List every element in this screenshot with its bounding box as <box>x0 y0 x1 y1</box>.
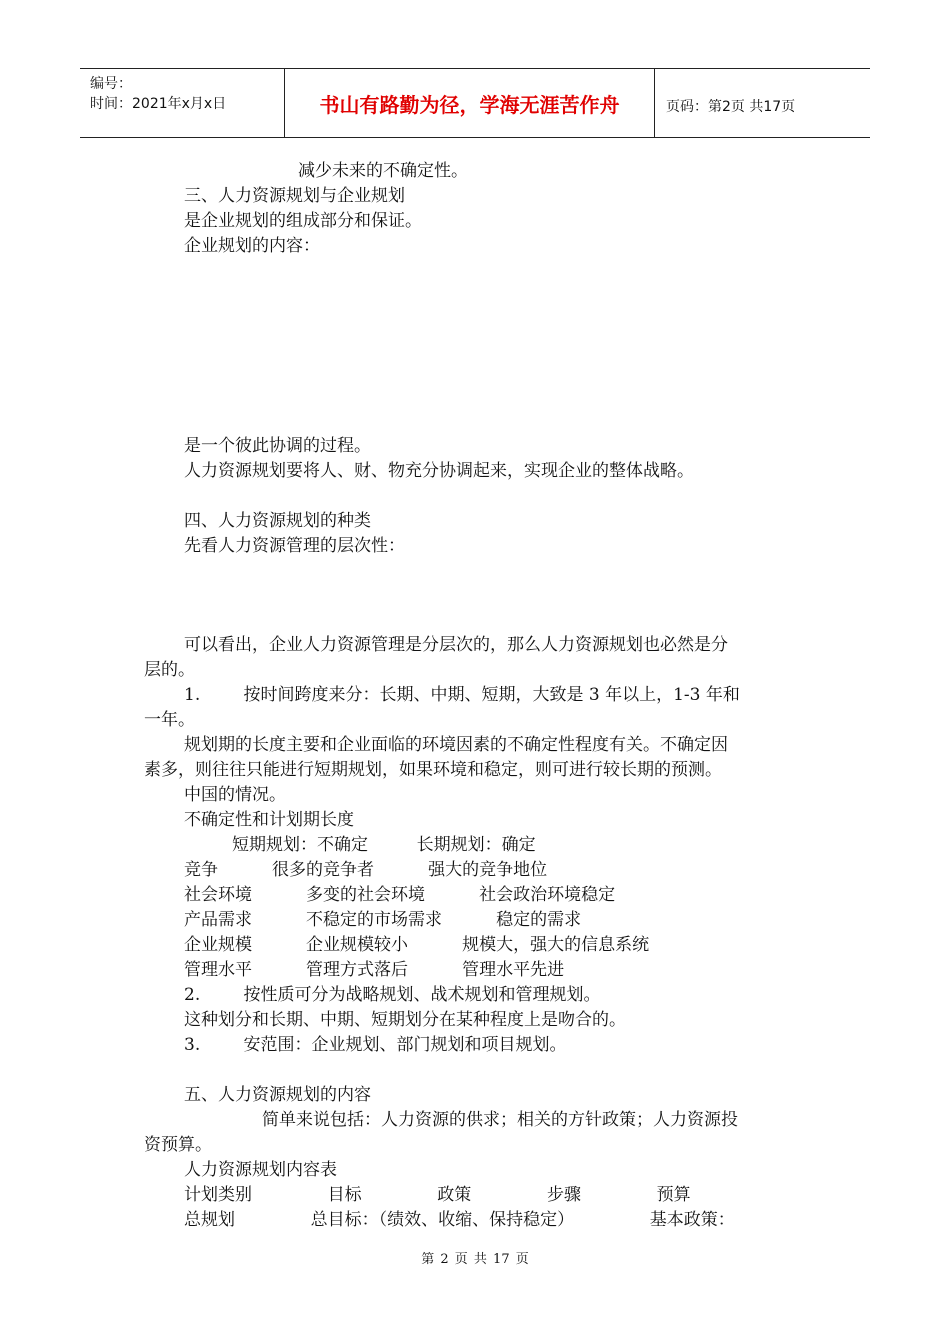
table-row: 竞争 很多的竞争者 强大的竞争地位 <box>184 860 548 880</box>
table-header-row: 计划类别 目标 政策 步骤 预算 <box>184 1185 691 1205</box>
text-line: 2. 按性质可分为战略规划、战术规划和管理规划。 <box>184 985 601 1005</box>
text-line: 减少未来的不确定性。 <box>298 161 468 181</box>
table-row: 社会环境 多变的社会环境 社会政治环境稳定 <box>184 885 616 905</box>
header-motto: 书山有路勤为径，学海无涯苦作舟 <box>285 69 655 137</box>
text-line: 企业规划的内容： <box>184 236 320 256</box>
text-line: 是企业规划的组成部分和保证。 <box>184 211 422 231</box>
text-line: 资预算。 <box>144 1135 212 1155</box>
table-row: 产品需求 不稳定的市场需求 稳定的需求 <box>184 910 582 930</box>
text-line: 1. 按时间跨度来分：长期、中期、短期，大致是 3 年以上，1-3 年和 <box>184 685 740 705</box>
section-heading: 五、人力资源规划的内容 <box>184 1085 371 1105</box>
section-heading: 三、人力资源规划与企业规划 <box>184 186 405 206</box>
text-line: 这种划分和长期、中期、短期划分在某种程度上是吻合的。 <box>184 1010 626 1030</box>
text-line: 中国的情况。 <box>184 785 286 805</box>
text-line: 人力资源规划内容表 <box>184 1160 337 1180</box>
header-page-info: 页码：第2页 共17页 <box>666 99 796 115</box>
text-line: 是一个彼此协调的过程。 <box>184 436 371 456</box>
text-line: 人力资源规划要将人、财、物充分协调起来，实现企业的整体战略。 <box>184 461 694 481</box>
text-line: 一年。 <box>144 710 195 730</box>
header-meta-cell <box>80 69 285 137</box>
table-row: 短期规划：不确定 长期规划：确定 <box>232 835 536 855</box>
number-label: 编号： <box>90 76 132 92</box>
table-row: 总规划 总目标：（绩效、收缩、保持稳定） 基本政策： <box>184 1210 735 1230</box>
text-line: 简单来说包括：人力资源的供求；相关的方针政策；人力资源投 <box>262 1110 738 1130</box>
text-line: 素多，则往往只能进行短期规划，如果环境和稳定，则可进行较长期的预测。 <box>144 760 722 780</box>
page-header <box>80 68 870 138</box>
section-heading: 四、人力资源规划的种类 <box>184 511 371 531</box>
text-line: 3. 安范围：企业规划、部门规划和项目规划。 <box>184 1035 567 1055</box>
time-label: 时间：2021年x月x日 <box>90 96 227 112</box>
page-footer: 第 2 页 共 17 页 <box>421 1252 529 1267</box>
table-row: 企业规模 企业规模较小 规模大，强大的信息系统 <box>184 935 650 955</box>
text-line: 先看人力资源管理的层次性： <box>184 536 405 556</box>
text-line: 不确定性和计划期长度 <box>184 810 354 830</box>
text-line: 层的。 <box>144 660 195 680</box>
table-row: 管理水平 管理方式落后 管理水平先进 <box>184 960 565 980</box>
text-line: 可以看出，企业人力资源管理是分层次的，那么人力资源规划也必然是分 <box>184 635 728 655</box>
text-line: 规划期的长度主要和企业面临的环境因素的不确定性程度有关。不确定因 <box>184 735 728 755</box>
